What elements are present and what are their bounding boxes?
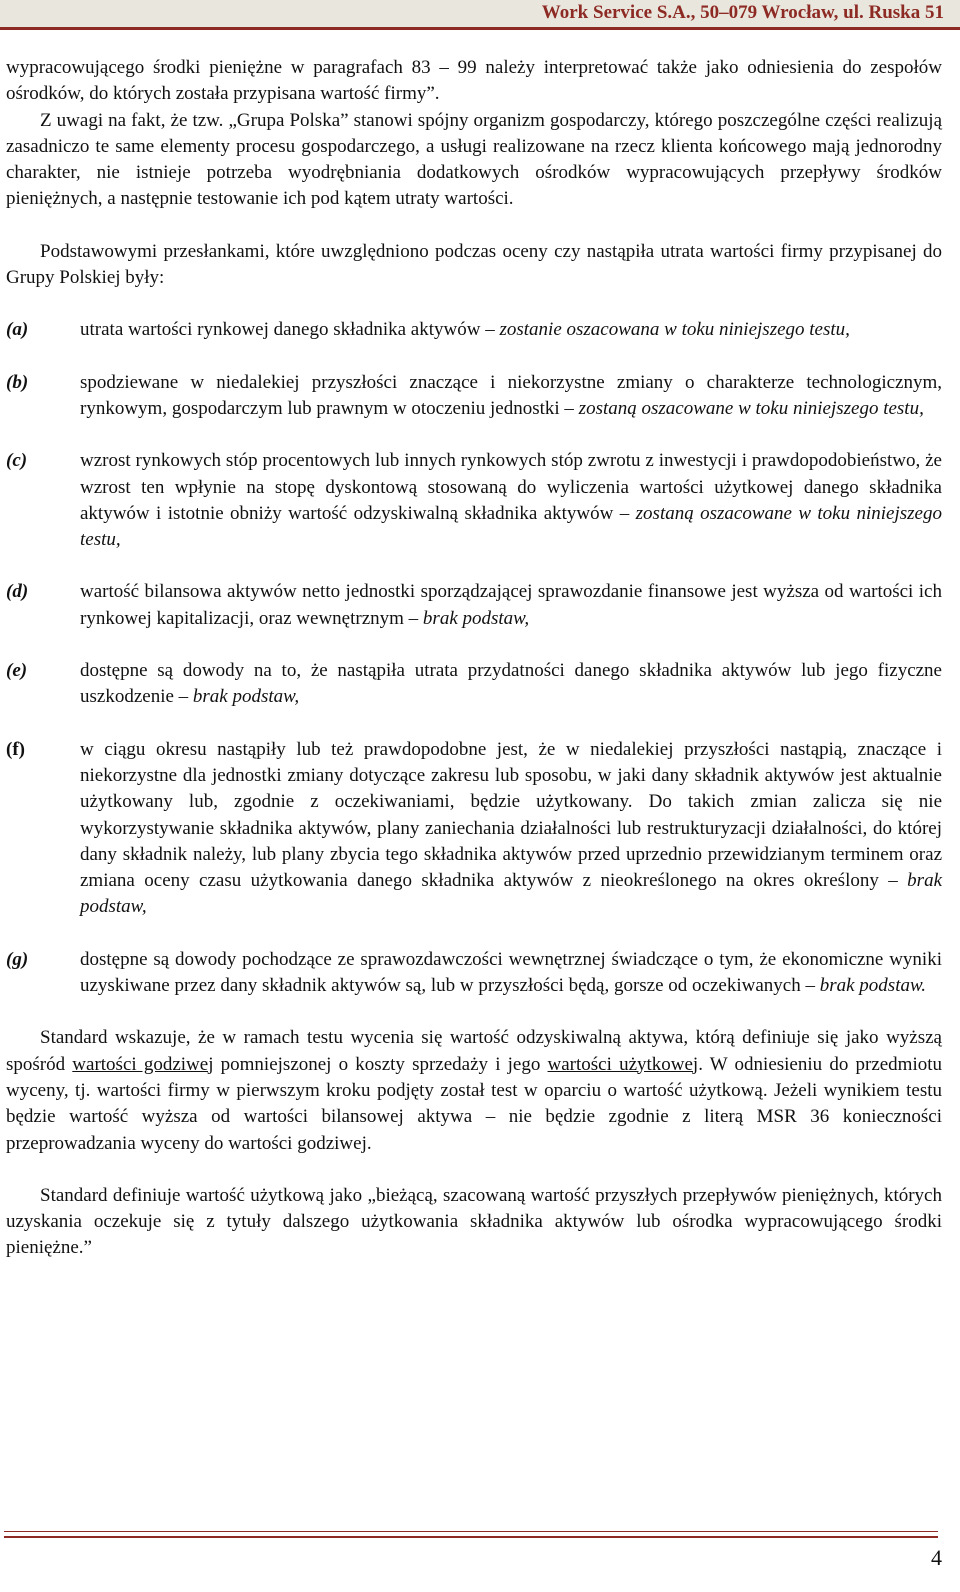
- list-marker: (c): [6, 450, 28, 472]
- item-conclusion: zostanie oszacowana w toku niniejszego testu,: [499, 319, 850, 341]
- list-item: [6, 947, 942, 1000]
- list-item: [6, 448, 942, 553]
- list-marker: (d): [6, 581, 29, 603]
- item-body: wzrost rynkowych stóp procentowych lub innych rynkowych stóp zwrotu z inwestycji i prawdopodobieństwo, że wzrost ten wpłynie na stopę dyskontową stosowaną do wyliczenia wartości użytkowej danego składnika aktywów i istotnie obniży wartość odzyskiwalną składnika aktywów –: [80, 450, 942, 524]
- item-conclusion: zostaną oszacowane w toku niniejszego testu,: [80, 502, 942, 551]
- fair-value-term: wartości godziwej: [72, 1053, 214, 1075]
- value-in-use-term: wartości użytkowej: [547, 1053, 699, 1075]
- list-marker: (e): [6, 660, 28, 682]
- header-title: Work Service S.A., 50–079 Wrocław, ul. Ruska 51: [541, 2, 944, 23]
- list-item: [6, 737, 942, 921]
- list-item: [6, 370, 942, 423]
- list-item: [6, 658, 942, 711]
- paragraph-3: Podstawowymi przesłankami, które uwzględniono podczas oceny czy nastąpiła utrata wartości firmy przypisanej do Grupy Polskiej były:: [6, 240, 942, 289]
- item-body: dostępne są dowody pochodzące ze sprawozdawczości wewnętrznej świadczące o tym, że ekonomiczne wyniki uzyskiwane przez dany składnik aktywów są, lub w przyszłości będą, gorsze od oczekiwanych –: [80, 948, 942, 997]
- item-conclusion: zostaną oszacowane w toku niniejszego testu,: [578, 397, 924, 419]
- paragraph-4: [6, 1025, 942, 1156]
- list-marker: (g): [6, 948, 29, 970]
- footer-divider: [4, 1531, 938, 1538]
- item-body: wartość bilansowa aktywów netto jednostki sporządzającej sprawozdanie finansowe jest wyższa od wartości ich rynkowej kapitalizacji, oraz wewnętrznym –: [80, 581, 942, 629]
- list-item: [6, 317, 942, 343]
- page-header: [0, 0, 960, 30]
- item-conclusion: brak podstaw,: [80, 870, 942, 918]
- item-body: dostępne są dowody na to, że nastąpiła utrata przydatności danego składnika aktywów lub jego fizyczne uszkodzenie –: [80, 660, 942, 708]
- list-item-text: [80, 737, 942, 921]
- list-item-text: [80, 947, 942, 1000]
- paragraph-1: wypracowującego środki pieniężne w paragrafach 83 – 99 należy interpretować także jako odniesienia do zespołów ośrodków, do których została przypisana wartość firmy”.: [6, 57, 942, 105]
- list-marker: (f): [6, 738, 25, 760]
- premises-list: [6, 317, 942, 999]
- paragraph-5: Standard definiuje wartość użytkową jako „bieżącą, szacowaną wartość przyszłych przepływów pieniężnych, których uzyskania oczekuje się z tytuły dalszego użytkowania składnika aktywów lub ośrodka wypracowującego środki pieniężne.”: [6, 1184, 942, 1259]
- paragraph-4-part-b: pomniejszonej o koszty sprzedaży i jego: [213, 1053, 548, 1075]
- list-item-text: [80, 317, 942, 343]
- list-marker: (a): [6, 319, 29, 341]
- list-marker: (b): [6, 371, 29, 393]
- item-body: spodziewane w niedalekiej przyszłości znaczące i niekorzystne zmiany o charakterze technologicznym, rynkowym, gospodarczym lub prawnym w otoczeniu jednostki –: [80, 371, 942, 419]
- list-item-text: [80, 579, 942, 632]
- document-body: [6, 55, 942, 1262]
- paragraph-4-part-c: . W odniesieniu do przedmiotu wyceny, tj. wartości firmy w pierwszym kroku podjęty został test w oparciu o wartość użytkową. Jeżeli wynikiem testu będzie wartość wyższa od wartości bilansowej aktywa – nie będzie zgodnie z literą MSR 36 konieczności przeprowadzania wyceny do wartości godziwej.: [6, 1053, 943, 1154]
- item-conclusion: brak podstaw,: [192, 686, 300, 708]
- page-number: 4: [931, 1545, 942, 1570]
- list-item-text: [80, 370, 942, 423]
- item-body: utrata wartości rynkowej danego składnika aktywów –: [80, 319, 500, 341]
- item-conclusion: brak podstaw.: [819, 975, 926, 997]
- item-conclusion: brak podstaw,: [422, 607, 530, 629]
- paragraph-2: Z uwagi na fakt, że tzw. „Grupa Polska” stanowi spójny organizm gospodarczy, którego poszczególne części realizują zasadniczo te same elementy procesu gospodarczego, a usługi realizowane na rzecz klienta końcowego mają jednorodny charakter, nie istnieje potrzeba wyodrębniania dodatkowych ośrodków wypracowujących przepływy środków pieniężnych, a następnie testowanie ich pod kątem utraty wartości.: [6, 109, 942, 210]
- list-item-text: [80, 658, 942, 711]
- list-item-text: [80, 448, 942, 553]
- paragraph-4-part-a: Standard wskazuje, że w ramach testu wycenia się wartość odzyskiwalną aktywa, którą definiuje się jako wyższą spośród: [6, 1027, 942, 1075]
- item-body: w ciągu okresu nastąpiły lub też prawdopodobne jest, że w niedalekiej przyszłości nastąpią, znaczące i niekorzystne dla jednostki zmiany dotyczące zakresu lub sposobu, w jaki dany składnik aktywów jest aktualnie użytkowany lub, zgodnie z oczekiwaniami, będzie użytkowany. Do takich zmian zalicza się nie wykorzystywanie składnika aktywów, plany zaniechania działalności lub restrukturyzacji działalności, do której dany składnik należy, lub plany zbycia tego składnika aktywów przed uprzednio przewidzianym terminem oraz zmiana oceny czasu użytkowania danego składnika aktywów z nieokreślonego na okres określony –: [80, 738, 942, 892]
- list-item: [6, 579, 942, 632]
